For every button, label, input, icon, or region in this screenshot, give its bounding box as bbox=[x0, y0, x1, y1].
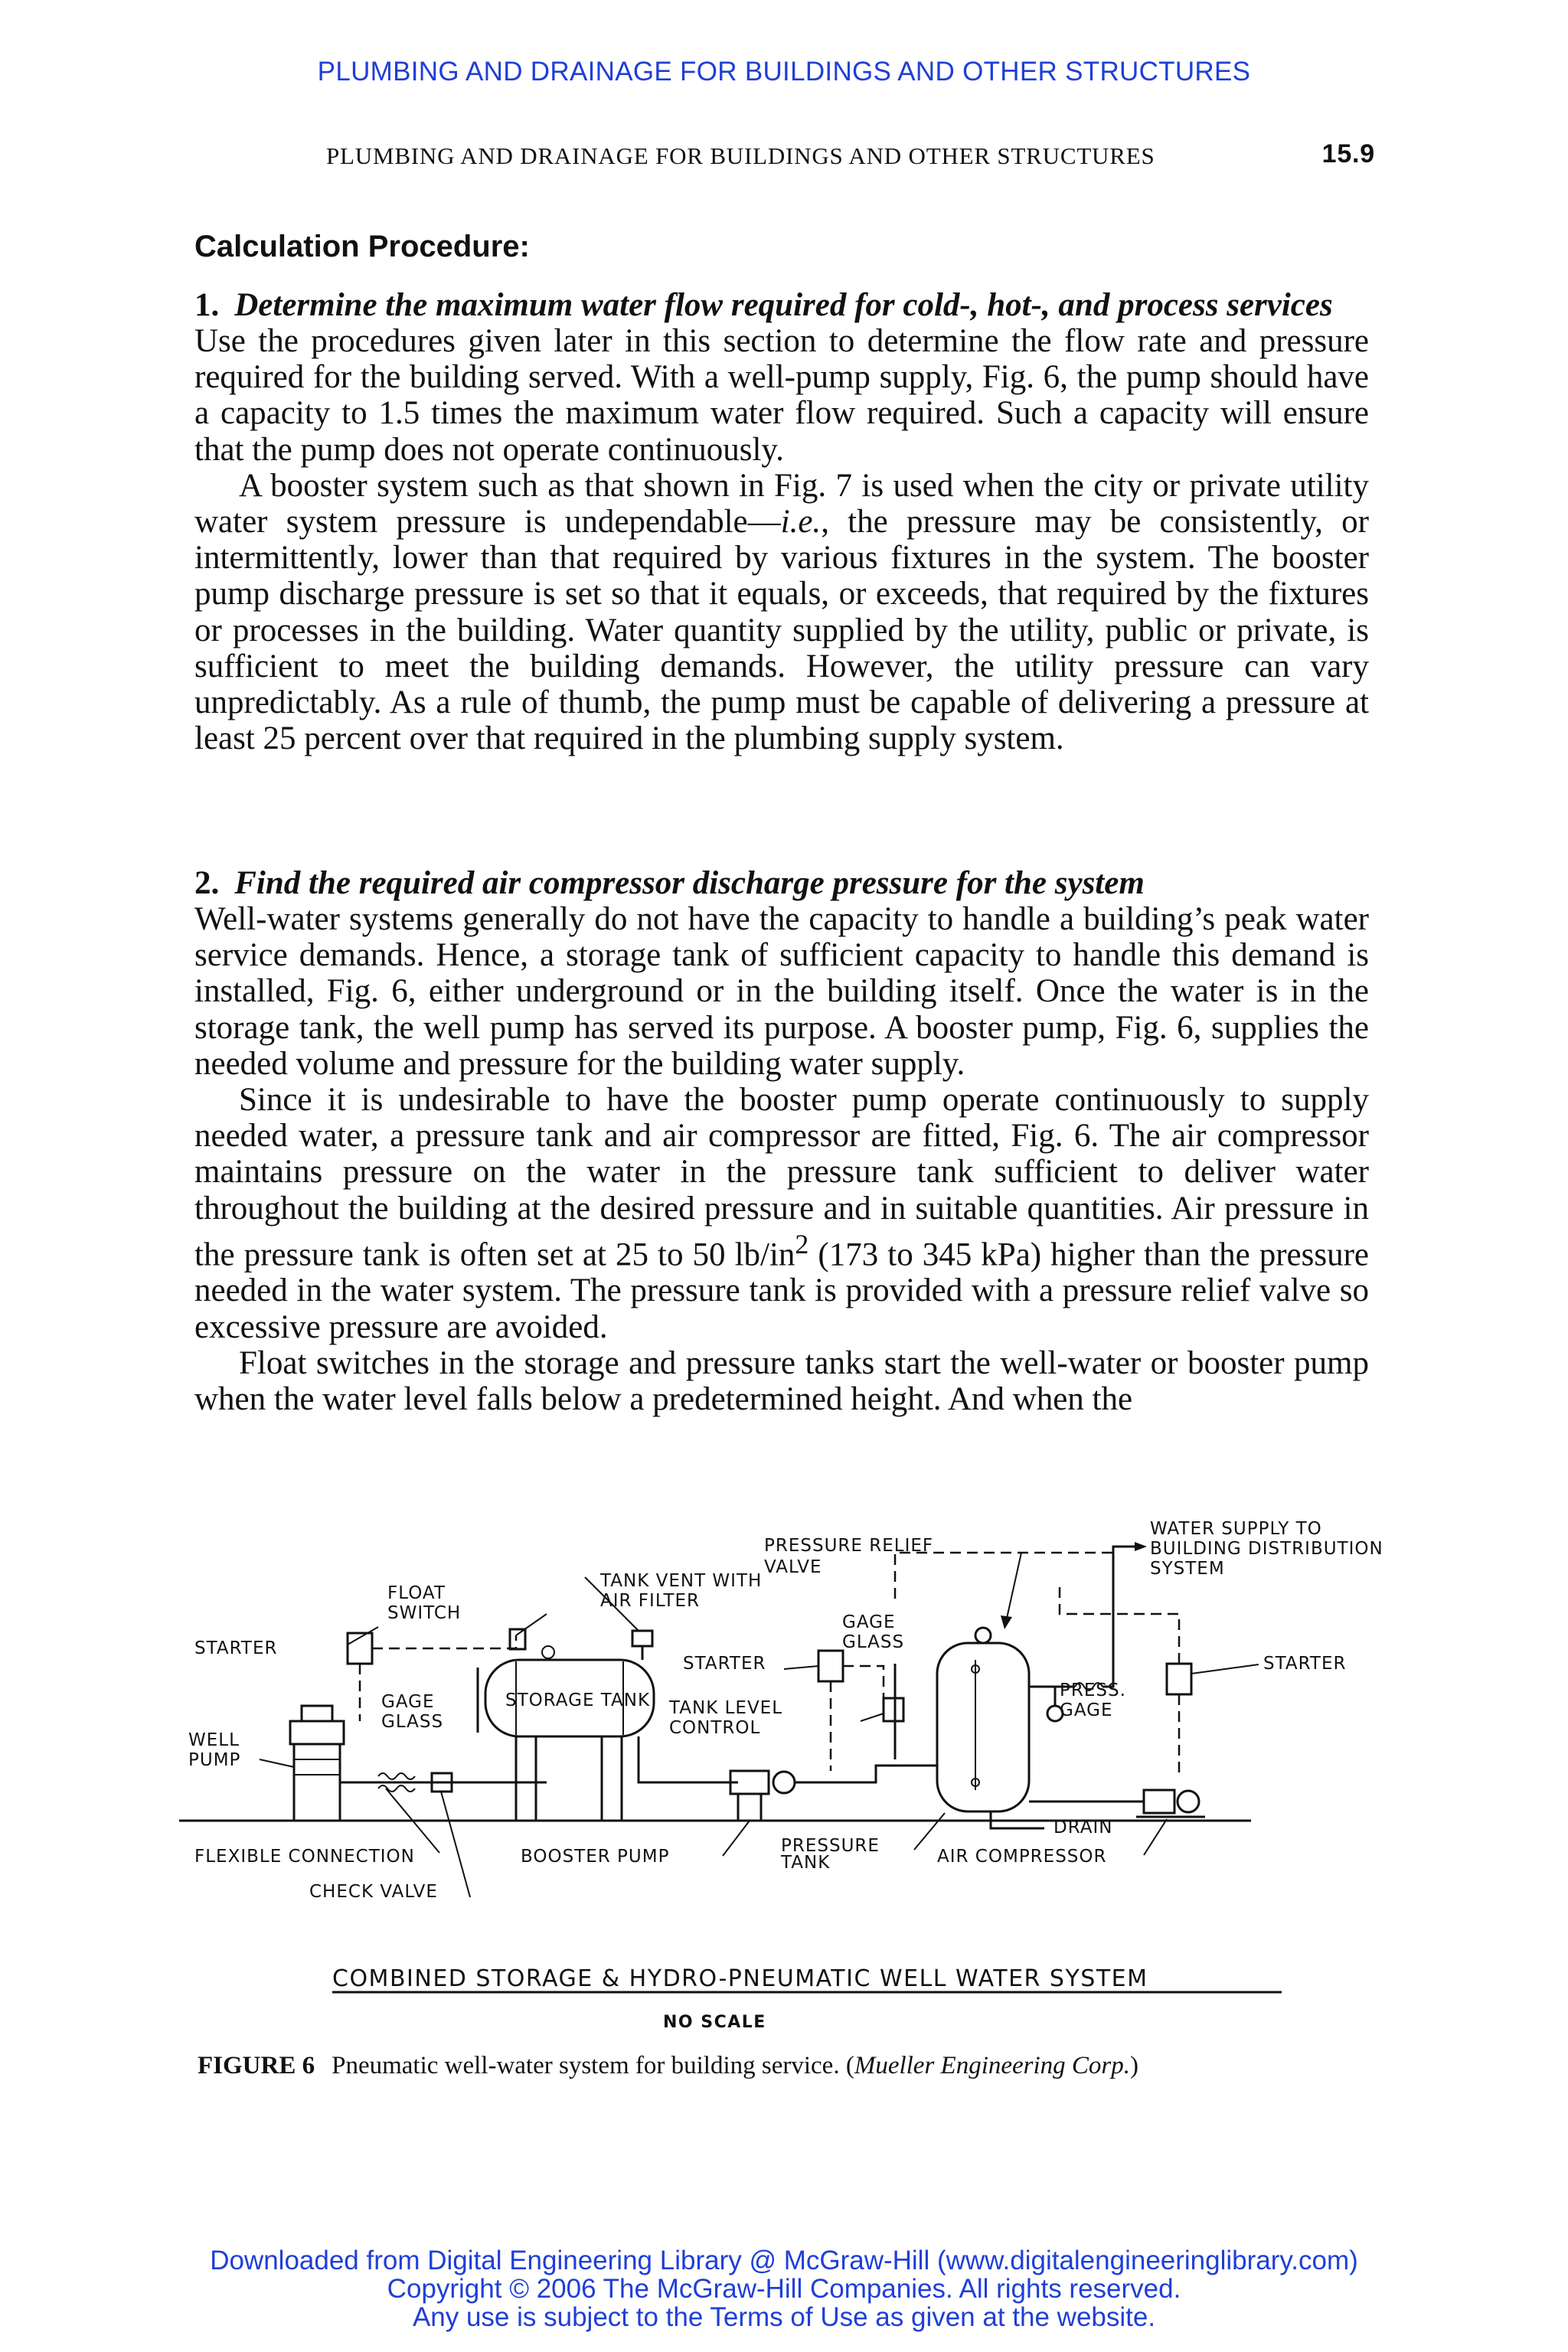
starter-mid-box bbox=[818, 1651, 843, 1681]
label-storage-tank: STORAGE TANK bbox=[505, 1690, 651, 1710]
figure-label: FIGURE 6 bbox=[198, 2052, 315, 2079]
procedure-heading: Calculation Procedure: bbox=[194, 230, 530, 263]
step-1-paragraph-2-part-a: A booster system such as that shown in Fig. 7 is used when the city or private utility water system pressure is undependable— bbox=[194, 467, 1369, 541]
label-pressure-relief-valve-1: PRESSURE RELIEF bbox=[764, 1536, 934, 1556]
figure-caption-source: Mueller Engineering Corp. bbox=[854, 2052, 1131, 2079]
page-number: 15.9 bbox=[1321, 139, 1375, 168]
step-2-section bbox=[194, 866, 1369, 1417]
page-banner: PLUMBING AND DRAINAGE FOR BUILDINGS AND OTHER STRUCTURES bbox=[317, 57, 1251, 87]
label-tank-vent-2: AIR FILTER bbox=[600, 1591, 701, 1611]
label-gage-glass-right-1: GAGE bbox=[842, 1612, 896, 1632]
air-compressor-drawing bbox=[1136, 1790, 1205, 1817]
step-1-heading bbox=[194, 288, 1369, 323]
label-tank-level-control-1: TANK LEVEL bbox=[669, 1698, 783, 1718]
label-tank-level-control-2: CONTROL bbox=[669, 1718, 761, 1738]
building-supply-line bbox=[1102, 1547, 1136, 1687]
tank-vent-drawing bbox=[632, 1631, 652, 1646]
label-starter-left: STARTER bbox=[194, 1638, 278, 1658]
step-2-paragraph-2 bbox=[194, 1082, 1369, 1345]
label-water-supply-3: SYSTEM bbox=[1150, 1559, 1225, 1579]
step-2-number: 2. bbox=[194, 865, 220, 901]
tank-level-control-drawing bbox=[884, 1664, 903, 1759]
figure-6-diagram bbox=[179, 1468, 1389, 2050]
pressure-tank-drawing bbox=[937, 1628, 1029, 1811]
step-2-paragraph-2-part-b: (173 to 345 kPa) higher than the pressure needed in the water system. The pressure tank is provided with a pressure relief valve so excessive pressure are avoided. bbox=[194, 1236, 1369, 1345]
label-pressure-relief-valve-2: VALVE bbox=[764, 1557, 822, 1577]
label-press-gage-2: GAGE bbox=[1060, 1700, 1113, 1720]
step-1-paragraph-2-part-b: , the pressure may be consistently, or intermittently, lower than that required by various fixtures in the system. The booster pump discharge pressure is set so that it equals, or exceeds, that required by the fixtures or processes in the building. Water quantity supplied by the utility, public or private, is sufficient to meet the building demands. However, the utility pressure can vary unpredictably. As a rule of thumb, the pump must be capable of delivering a pressure at least 25 percent over that required in the plumbing supply system. bbox=[194, 504, 1369, 757]
step-2-paragraph-2-superscript: 2 bbox=[795, 1228, 809, 1259]
label-starter-mid: STARTER bbox=[683, 1654, 766, 1674]
page-footer bbox=[0, 2246, 1568, 2331]
label-gage-glass-left-1: GAGE bbox=[381, 1692, 435, 1712]
label-pressure-tank-1: PRESSURE bbox=[781, 1836, 880, 1856]
label-float-switch-1: FLOAT bbox=[387, 1583, 446, 1603]
label-flexible-connection: FLEXIBLE CONNECTION bbox=[194, 1847, 415, 1867]
footer-download-link[interactable]: Downloaded from Digital Engineering Library @ McGraw-Hill (www.digitalengineeringlibrary.com) bbox=[210, 2246, 1358, 2275]
storage-tank-drawing bbox=[485, 1646, 654, 1821]
step-1-number: 1. bbox=[194, 287, 220, 323]
footer-copyright: Copyright © 2006 The McGraw-Hill Companies. All rights reserved. bbox=[387, 2274, 1181, 2304]
label-pressure-tank-2: TANK bbox=[781, 1853, 831, 1873]
step-2-paragraph-3: Float switches in the storage and pressure tanks start the well-water or booster pump when the water level falls below a predetermined height. And when the bbox=[194, 1344, 1369, 1417]
label-booster-pump: BOOSTER PUMP bbox=[521, 1847, 670, 1867]
step-1-paragraph-2-ie: i.e. bbox=[780, 504, 822, 541]
label-well-pump-2: PUMP bbox=[188, 1750, 241, 1770]
label-check-valve: CHECK VALVE bbox=[309, 1882, 438, 1902]
running-head-title: PLUMBING AND DRAINAGE FOR BUILDINGS AND OTHER STRUCTURES bbox=[326, 142, 1155, 169]
booster-pump-drawing bbox=[730, 1771, 795, 1821]
label-well-pump-1: WELL bbox=[188, 1730, 240, 1750]
float-switch-drawing bbox=[510, 1629, 525, 1649]
figure-caption bbox=[198, 2052, 1138, 2080]
starter-right-box bbox=[1167, 1664, 1191, 1694]
step-1-section bbox=[194, 288, 1369, 756]
step-2-paragraph-1: Well-water systems generally do not have the capacity to handle a building’s peak water service demands. Hence, a storage tank of sufficient capacity to handle this demand is installed, Fig. 6, either underground or in the building itself. Once the water is in the storage tank, the well pump has served its purpose. A booster pump, Fig. 6, supplies the needed volume and pressure for the building water supply. bbox=[194, 901, 1369, 1082]
label-gage-glass-right-2: GLASS bbox=[842, 1632, 905, 1652]
label-float-switch-2: SWITCH bbox=[387, 1603, 462, 1623]
step-1-paragraph-2 bbox=[194, 468, 1369, 757]
diagram-scale-note: NO SCALE bbox=[663, 2013, 766, 2032]
step-2-title: Find the required air compressor discharge pressure for the system bbox=[234, 865, 1145, 901]
label-press-gage-1: PRESS. bbox=[1060, 1681, 1126, 1700]
step-1-paragraph-1: Use the procedures given later in this section to determine the flow rate and pressure required for the building served. With a well-pump supply, Fig. 6, the pump should have a capacity to 1.5 times the maximum water flow required. Such a capacity will ensure that the pump does not operate continuously. bbox=[194, 323, 1369, 468]
well-pump-drawing bbox=[290, 1706, 344, 1821]
step-2-paragraph-2-part-a: Since it is undesirable to have the booster pump operate continuously to supply needed water, a pressure tank and air compressor are fitted, Fig. 6. The air compressor maintains pressure on the water in the pressure tank sufficient to deliver water throughout the building at the desired pressure and in suitable quantities. Air pressure in the pressure tank is often set at 25 to 50 lb/in bbox=[194, 1082, 1369, 1273]
figure-caption-text: Pneumatic well-water system for building service. ( bbox=[332, 2052, 854, 2079]
label-water-supply-2: BUILDING DISTRIBUTION bbox=[1150, 1539, 1383, 1559]
step-2-heading bbox=[194, 866, 1369, 901]
label-drain: DRAIN bbox=[1054, 1818, 1113, 1838]
footer-terms: Any use is subject to the Terms of Use as given at the website. bbox=[412, 2302, 1156, 2332]
diagram-title: COMBINED STORAGE & HYDRO-PNEUMATIC WELL WATER SYSTEM bbox=[332, 1965, 1148, 1992]
step-1-title: Determine the maximum water flow required for cold-, hot-, and process services bbox=[234, 287, 1333, 323]
label-starter-right: STARTER bbox=[1263, 1654, 1347, 1674]
label-tank-vent-1: TANK VENT WITH bbox=[600, 1571, 763, 1591]
label-air-compressor: AIR COMPRESSOR bbox=[937, 1847, 1107, 1867]
well-water-system-diagram bbox=[179, 1468, 1389, 2050]
label-water-supply-1: WATER SUPPLY TO bbox=[1150, 1519, 1322, 1539]
booster-line bbox=[639, 1736, 738, 1782]
figure-caption-close: ) bbox=[1130, 2052, 1139, 2079]
label-gage-glass-left-2: GLASS bbox=[381, 1712, 444, 1732]
